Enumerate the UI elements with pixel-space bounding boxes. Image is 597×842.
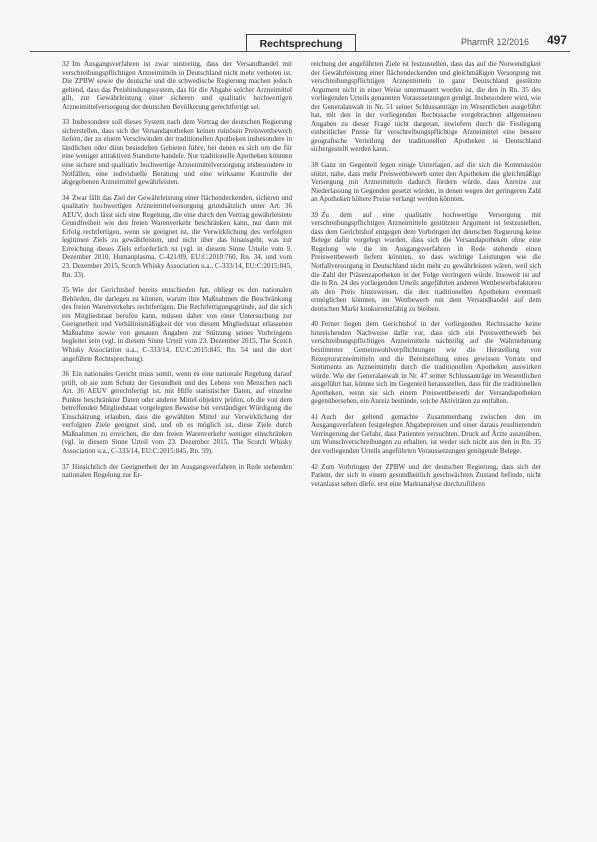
paragraph xyxy=(311,60,541,154)
header-rule xyxy=(30,51,570,52)
left-column xyxy=(62,60,292,487)
right-column xyxy=(311,60,541,495)
paragraph-number: 39 xyxy=(311,210,319,219)
paragraph-text: Ferner liegen dem Gerichtshof in der vorliegenden Rechtssache keine hinreichenden Nachweise dafür vor, dass sich ein Preiswettbewerb bei verschreibungspflichtigen Arzneimitteln nachteilig auf die Wahrnehmung bestimmter Gemeinwohlverpflichtungen wie die Herstellung von Rezepturarzneimitteln und die Bereitstellung eines gewissen Vorrats und Sortiments an Arzneimitteln durch die traditionellen Apotheken auswirken würde. Wie der Generalanwalt in Nr. 47 seiner Schlussanträge im Wesentlichen ausgeführt hat, könnte sich im Gegenteil herausstellen, dass für die traditionellen Apotheken, wenn sie sich einem Preiswettbewerb der Versandapotheken gegenübersehen, ein Anreiz bestünde, solche Aktivitäten zu entfalten. xyxy=(311,320,541,406)
paragraph-number: 35 xyxy=(62,286,70,295)
paragraph-text: Zwar fällt das Ziel der Gewährleistung einer flächendeckenden, sicheren und qualitativ hochwertigen Arzneimittelversorgung grundsätzlich unter Art. 36 AEUV, doch lässt sich eine Regelung, die eine durch den Vertrag gewährleistete Grundfreiheit wie den freien Warenverkehr beschränken kann, nur dann mit Erfolg rechtfertigen, wenn sie geeignet ist, die Verwirklichung des verfolgten legitimen Ziels zu gewährleisten, und nicht über das hinausgeht, was zur Erreichung dieses Ziels erforderlich ist (vgl. in diesem Sinne Urteile vom 9. Dezember 2010, Humanplasma, C-421/09, EU:C:2010:760, Rn. 34, und vom 23. Dezember 2015, Scotch Whisky Association u.a., C-333/14, EU:C:2015:845, Rn. 33). xyxy=(62,193,292,279)
paragraph-number: 40 xyxy=(311,320,319,329)
paragraph-number: 34 xyxy=(62,193,70,202)
paragraph-text: reichung der angeführten Ziele ist festzustellen, dass das auf die Notwendigkeit der Gewährleistung einer flächendeckenden und gleichmäßigen Versorgung mit verschreibungspflichtigen Arzneimitteln in ganz Deutschland gestützte Argument nicht in einer Weise untermauert worden ist, die den in Rn. 35 des vorliegenden Urteils genannten Voraussetzungen genügt. Insbesondere wird, wie der Generalanwalt in Nr. 51 seiner Schlussanträge im Wesentlichen ausgeführt hat, mit den in der vorliegenden Rechtssache vorgebrachten allgemeinen Angaben zu dieser Frage nicht dargetan, inwiefern durch die Festlegung einheitlicher Preise für verschreibungspflichtige Arzneimittel eine bessere geografische Verteilung der traditionellen Apotheken in Deutschland sichergestellt werden kann. xyxy=(311,60,541,154)
paragraph-text: Insbesondere soll dieses System nach dem Vortrag der deutschen Regierung sicherstellen, dass sich der Versandapotheken keinen ruinösen Preiswettbewerb liefern, der zu einem Verschwinden der traditionellen Apotheken insbesondere in ländlichen oder dünn besiedelten Gebieten führe, bei denen es sich um die für eine weniger attraktiven Standorte handele. Nur traditionelle Apotheken könnten eine sichere und qualitativ hochwertige Arzneimittelversorgung insbesondere in Notfällen, eine individuelle Beratung und eine wirksame Kontrolle der abgegebenen Arzneimittel gewährleisten. xyxy=(62,118,292,187)
paragraph-number: 37 xyxy=(62,462,70,471)
paragraph xyxy=(311,413,541,456)
paragraph-text: Ein nationales Gericht muss somit, wenn es eine nationale Regelung darauf prüft, ob sie zum Schutz der Gesundheit und des Lebens von Menschen nach Art. 36 AEUV gerechtfertigt ist, mit Hilfe statistischer Daten, auf einzelne Punkte beschränkter Daten oder anderer Mittel objektiv prüfen, ob die von dem betreffenden Mitgliedstaat vorgelegten Beweise bei verständiger Würdigung die Einschätzung erlauben, dass die gewählten Mittel zur Verwirklichung der verfolgten Ziele geeignet sind, und ob es möglich ist, diese Ziele durch Maßnahmen zu erreichen, die den freien Warenverkehr weniger einschränken (vgl. in diesem Sinne Urteil vom 23. Dezember 2015, The Scotch Whisky Association u.a., C-333/14, EU:C:2015:845, Rn. 59). xyxy=(62,370,292,455)
page-header xyxy=(0,0,597,60)
paragraph xyxy=(62,463,292,480)
paragraph xyxy=(62,60,292,111)
paragraph-number: 36 xyxy=(62,370,70,379)
paragraph-number: 42 xyxy=(311,462,319,471)
paragraph-text: Im Ausgangsverfahren ist zwar unstreitig, dass der Versandhandel mit verschreibungspflichtigen Arzneimitteln in Deutschland nicht mehr verboten ist. Die ZPBW sowie die deutsche und die schwedische Regierung machen jedoch geltend, dass das Preisbindungssystem, das für die Abgabe solcher Arzneimittel gilt, zur Gewährleistung einer sicheren und qualitativ hochwertigen Arzneimittelversorgung der deutschen Bevölkerung gerechtfertigt sei. xyxy=(62,60,292,111)
paragraph xyxy=(62,370,292,455)
paragraph xyxy=(62,194,292,279)
page-number: 497 xyxy=(546,33,567,47)
paragraph xyxy=(311,463,541,489)
paragraph xyxy=(311,320,541,405)
paragraph-text: Zum Vorbringen der ZPBW und der deutschen Regierung, dass sich der Patient, der sich in einem gesundheitlich geschwächten Zustand befinde, nicht veranlasst sehen dürfe, erst eine Marktanalyse durchzuführen xyxy=(311,462,541,488)
paragraph-text: Zu dem auf eine qualitativ hochwertige Versorgung mit verschreibungspflichtigen Arzneimitteln gestützten Argument ist festzustellen, dass dem Gerichtshof entgegen dem Vorbringen der deutschen Regierung keine Belege dafür vorgelegt wurden, dass sich die Versandapotheken ohne eine Regelung wie die im Ausgangsverfahren in Rede stehende einen Preiswettbewerb liefern könnten, so dass wichtige Leistungen wie die Notfallversorgung in Deutschland nicht mehr zu gewährleisten wären, weil sich die Zahl der Präsenzapotheken in der Folge verringern würde. Insoweit ist auf die in Rn. 24 des vorliegenden Urteils angeführten anderen Wettbewerbsfaktoren als den Preis hinzuweisen, die den traditionellen Apotheken eventuell ermöglichen könnten, im Wettbewerb mit dem Versandhandel auf dem deutschen Markt konkurrenzfähig zu bleiben. xyxy=(311,210,541,313)
section-title: Rechtsprechung xyxy=(246,34,356,52)
paragraph-text: Ganz im Gegenteil legen einige Unterlagen, auf die sich die Kommission stützt, nahe, dass mehr Preiswettbewerb unter den Apotheken die gleichmäßige Versorgung mit Arzneimitteln dadurch fördern würde, dass Anreize zur Niederlassung in Gegenden gesetzt würden, in denen wegen der geringeren Zahl an Apotheken höhere Preise verlangt werden könnten. xyxy=(311,161,541,204)
paragraph-number: 41 xyxy=(311,412,319,421)
paragraph-text: Hinsichtlich der Geeignetheit der im Ausgangsverfahren in Rede stehenden nationalen Regelung zur Er- xyxy=(62,462,292,480)
paragraph-number: 38 xyxy=(311,161,319,170)
paragraph xyxy=(62,118,292,186)
paragraph xyxy=(62,286,292,363)
paragraph-number: 33 xyxy=(62,118,70,127)
journal-issue: PharmR 12/2016 xyxy=(460,37,529,47)
paragraph xyxy=(311,211,541,314)
paragraph-number: 32 xyxy=(62,60,70,68)
paragraph xyxy=(311,161,541,204)
paragraph-text: Wie der Gerichtshof bereits entschieden hat, obliegt es den nationalen Behörden, die darlegen zu können, warum ihre Maßnahmen die Beschränkung des freien Warenverkehrs rechtfertigen. Die Rechtfertigungsgründe, auf die sich ein Mitgliedstaat berufen kann, müssen daher von einer Untersuchung zur Geeignetheit und Verhältnismäßigkeit der von diesem Mitgliedstaat erlassenen Maßnahme sowie von genauen Angaben zur Stützung seines Vorbringens begleitet sein (vgl. in diesem Sinne Urteil vom 23. Dezember 2015, The Scotch Whisky Association u.a., C-333/14, EU:C:2015:845, Rn. 54 und die dort angeführte Rechtsprechung). xyxy=(62,286,292,363)
paragraph-text: Auch der geltend gemachte Zusammenhang zwischen den im Ausgangsverfahren festgelegten Abgabepreisen und einer daraus resultierenden Verringerung der Gefahr, dass Patienten versuchten, Druck auf Ärzte auszuüben, um Wunschverschreibungen zu erhalten, ist weder sich nicht aus den in Rn. 35 des vorliegenden Urteils angeführten Voraussetzungen genügende Belege. xyxy=(311,412,541,455)
